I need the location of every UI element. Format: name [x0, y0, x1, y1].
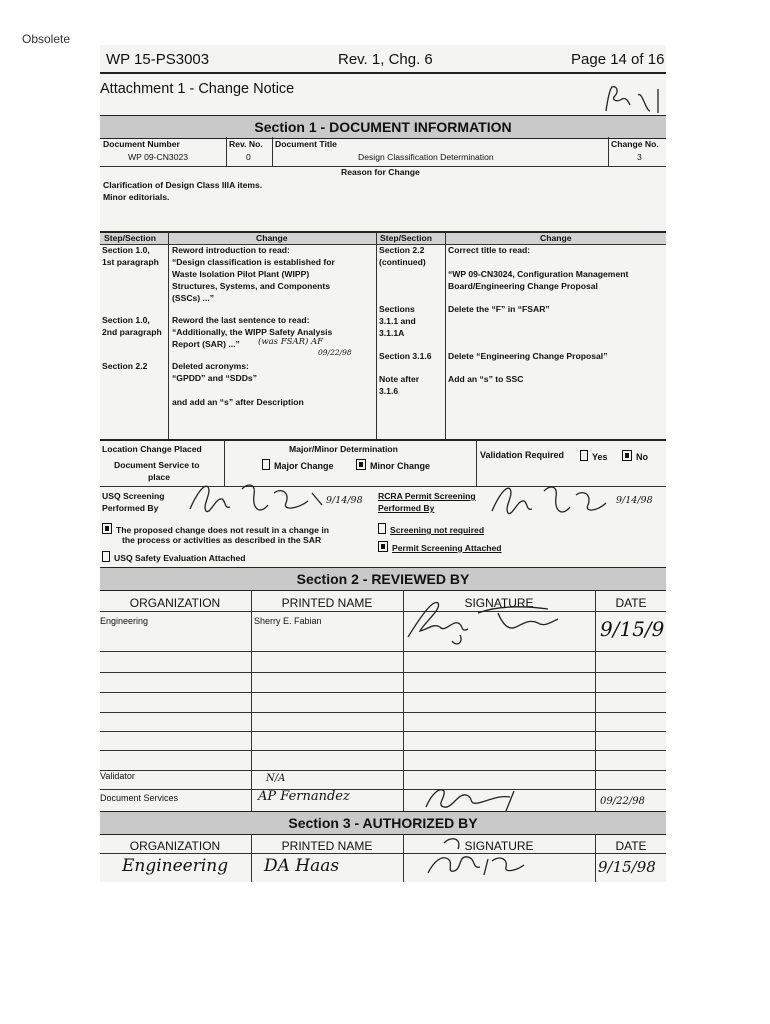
section1-title: Section 1 - DOCUMENT INFORMATION [100, 115, 666, 139]
major-change-option[interactable] [262, 459, 334, 473]
revision-header: Rev. 1, Chg. 6 [338, 51, 433, 68]
validation-no-option[interactable] [622, 450, 648, 464]
rcra-option-2[interactable] [378, 541, 502, 555]
s2-docservices-date: 09/22/98 [600, 796, 645, 807]
s2-row1-org: Engineering [100, 616, 149, 626]
s2-docservices-org: Document Services [100, 793, 179, 803]
reason-line-2: Minor editorials. [103, 192, 170, 202]
rcra-option-1[interactable] [378, 523, 484, 537]
s2-row1-date: 9/15/9 [600, 617, 665, 641]
rcra-date: 9/14/98 [616, 495, 653, 506]
rcra-option-2-text: Permit Screening Attached [392, 543, 502, 553]
location-value-1: Document Service to [114, 460, 200, 470]
minor-change-option[interactable] [356, 459, 430, 473]
usq-label-2: Performed By [102, 503, 159, 513]
right-step-1a: Section 2.2 [379, 245, 425, 255]
s2-row1-signature [398, 593, 568, 649]
reason-line-1: Clarification of Design Class IIIA items. [103, 180, 263, 190]
right-change-3: Delete “Engineering Change Proposal” [448, 351, 608, 361]
validation-no-checkbox[interactable] [622, 450, 632, 461]
minor-change-checkbox[interactable] [356, 459, 366, 470]
right-step-4b: 3.1.6 [379, 386, 399, 396]
rcra-option-1-text: Screening not required [390, 525, 485, 535]
s2-col-date: DATE [615, 596, 647, 610]
change-no-label: Change No. [611, 139, 659, 149]
s3-org: Engineering [122, 856, 229, 876]
rev-value: 0 [246, 152, 251, 162]
s2-docservices-signature [418, 783, 538, 813]
usq-option-2-text: USQ Safety Evaluation Attached [114, 553, 246, 563]
right-step-3: Section 3.1.6 [379, 351, 432, 361]
change-header-right: Change [540, 233, 572, 243]
step-header-left: Step/Section [104, 233, 157, 243]
validation-yes-text: Yes [592, 452, 608, 462]
rev-label: Rev. No. [229, 139, 263, 149]
left-change-2-line: “Additionally, the WIPP Safety Analysis [172, 327, 333, 337]
right-step-1b: (continued) [379, 257, 426, 267]
left-change-1-line: Structures, Systems, and Components [172, 281, 331, 291]
left-change-1-line: Waste Isolation Pilot Plant (WIPP) [172, 269, 310, 279]
major-minor-label: Major/Minor Determination [289, 444, 398, 454]
rcra-label-1: RCRA Permit Screening [378, 491, 476, 501]
right-step-4a: Note after [379, 374, 420, 384]
left-change-2-line: Reword the last sentence to read: [172, 315, 310, 325]
left-step-1b: 1st paragraph [102, 257, 159, 267]
s2-validator-org: Validator [100, 771, 135, 781]
change-header-left: Change [256, 233, 288, 243]
right-change-2: Delete the “F” in “FSAR” [448, 304, 550, 314]
doc-title-value: Design Classification Determination [358, 152, 494, 162]
left-change-3-line: and add an “s” after Description [172, 397, 304, 407]
s2-validator-name: N/A [266, 773, 286, 784]
doc-title-label: Document Title [275, 139, 337, 149]
validation-label: Validation Required [480, 450, 565, 460]
step-header-right: Step/Section [380, 233, 433, 243]
validation-yes-checkbox[interactable] [580, 450, 588, 461]
doc-number-value: WP 09-CN3023 [128, 152, 189, 162]
usq-option-1-line-2: the process or activities as described in the SAR [122, 535, 322, 545]
major-change-checkbox[interactable] [262, 459, 270, 470]
s2-docservices-name: AP Fernandez [258, 789, 350, 804]
obsolete-label: Obsolete [22, 32, 71, 46]
right-change-1-line: Correct title to read: [448, 245, 531, 255]
left-step-3: Section 2.2 [102, 361, 148, 371]
usq-signature [182, 475, 342, 519]
section3-title: Section 3 - AUTHORIZED BY [100, 811, 666, 835]
s2-row1-name: Sherry E. Fabian [254, 616, 322, 626]
right-step-2a: Sections [379, 304, 415, 314]
s3-name: DA Haas [264, 856, 340, 876]
s3-col-organization: ORGANIZATION [129, 839, 221, 853]
usq-label-1: USQ Screening [102, 491, 165, 501]
s3-signature [418, 833, 548, 881]
usq-date: 9/14/98 [326, 495, 363, 506]
initials-mark [600, 81, 666, 117]
usq-option-1-line-1: The proposed change does not result in a change in [116, 525, 329, 535]
validation-yes-option[interactable] [580, 450, 608, 464]
reason-label: Reason for Change [341, 167, 420, 177]
validation-no-text: No [636, 452, 648, 462]
header-rule [100, 72, 666, 74]
left-change-2-line: Report (SAR) ...” [172, 339, 240, 349]
s2-col-printed-name: PRINTED NAME [281, 596, 373, 610]
change-no-value: 3 [637, 152, 642, 162]
left-change-1-line: “Design classification is established for [172, 257, 335, 267]
scanned-form [100, 45, 666, 882]
left-step-2b: 2nd paragraph [102, 327, 162, 337]
rcra-option-1-checkbox[interactable] [378, 523, 386, 534]
usq-option-1-checkbox[interactable] [102, 523, 112, 534]
right-step-2c: 3.1.1A [379, 328, 405, 338]
page-header: Page 14 of 16 [571, 51, 665, 68]
s2-col-organization: ORGANIZATION [129, 596, 221, 610]
s3-col-printed-name: PRINTED NAME [281, 839, 373, 853]
s3-col-signature: SIGNATURE [464, 839, 534, 853]
s2-col-signature: SIGNATURE [464, 596, 534, 610]
location-value-2: place [148, 472, 170, 482]
minor-change-text: Minor Change [370, 461, 430, 471]
rcra-option-2-checkbox[interactable] [378, 541, 388, 552]
right-change-4: Add an “s” to SSC [448, 374, 524, 384]
major-change-text: Major Change [274, 461, 334, 471]
left-step-1a: Section 1.0, [102, 245, 150, 255]
section2-title: Section 2 - REVIEWED BY [100, 567, 666, 591]
doc-number-header: WP 15-PS3003 [106, 51, 210, 68]
doc-number-label: Document Number [103, 139, 180, 149]
rcra-signature [486, 477, 616, 519]
usq-option-2-checkbox[interactable] [102, 551, 110, 562]
location-label: Location Change Placed [102, 444, 202, 454]
left-change-1-line: Reword introduction to read: [172, 245, 290, 255]
right-change-1-line: “WP 09-CN3024, Configuration Management [448, 269, 629, 279]
s3-col-date: DATE [615, 839, 647, 853]
handwritten-note-date: 09/22/98 [318, 348, 352, 357]
left-change-3-line: “GPDD” and “SDDs” [172, 373, 257, 383]
attachment-title: Attachment 1 - Change Notice [100, 81, 295, 97]
s3-date: 9/15/98 [598, 858, 656, 876]
left-change-3-line: Deleted acronyms: [172, 361, 249, 371]
rcra-label-2: Performed By [378, 503, 435, 513]
handwritten-note: (was FSAR) AF [258, 337, 324, 347]
left-change-1-line: (SSCs) ...” [172, 293, 215, 303]
left-step-2a: Section 1.0, [102, 315, 150, 325]
right-change-1-line: Board/Engineering Change Proposal [448, 281, 598, 291]
usq-option-2[interactable] [102, 551, 245, 565]
right-step-2b: 3.1.1 and [379, 316, 416, 326]
